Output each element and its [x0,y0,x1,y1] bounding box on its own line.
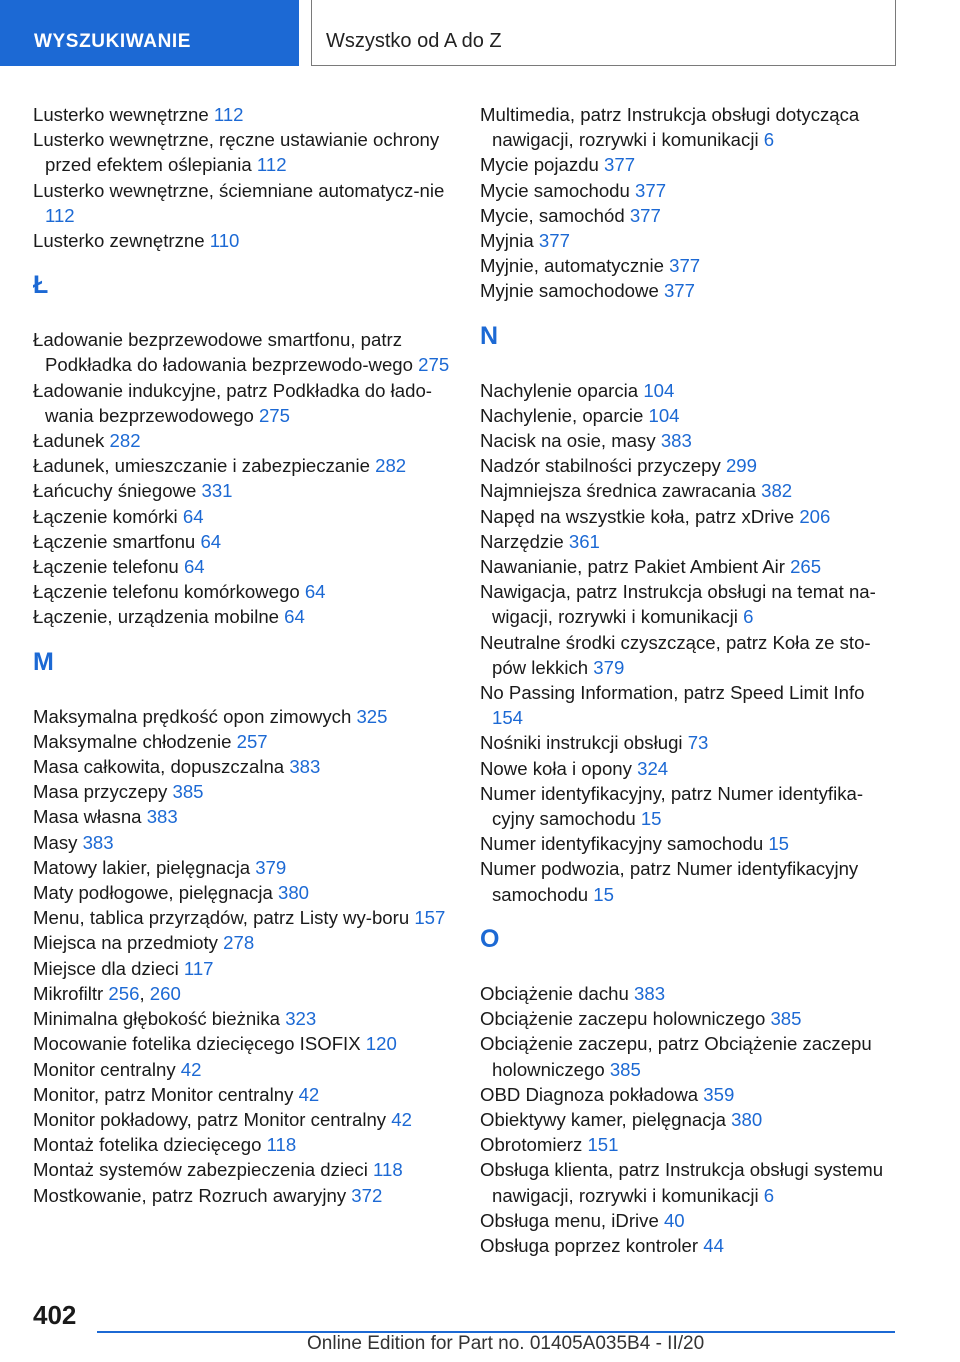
index-entry-text: Mostkowanie, patrz Rozruch awaryjny [33,1184,352,1206]
page-link[interactable]: 260 [149,982,181,1004]
page-link[interactable]: 265 [790,556,822,578]
index-entry-text: OBD Diagnoza pokładowa [480,1083,704,1105]
index-entry [480,1006,900,1031]
index-entry [33,378,453,428]
page-link[interactable]: 282 [375,455,407,477]
index-entry [480,756,900,781]
index-entry-text: Maty podłogowe, pielęgnacja [33,882,278,904]
page-link[interactable]: 15 [768,833,790,855]
index-entry [480,1031,900,1081]
page-link[interactable]: 64 [200,530,222,552]
page-link[interactable]: 256 [108,982,140,1004]
index-letter-heading: O [480,924,500,953]
index-entry [33,754,453,779]
page-link[interactable]: 377 [538,230,570,252]
index-entry [480,730,900,755]
index-entry-text: Numer identyfikacyjny samochodu [480,833,769,855]
index-entry [33,779,453,804]
index-entry [33,1132,453,1157]
index-entry-text: Myjnia [480,230,539,252]
index-entry [480,781,900,831]
index-entry-text: Masa całkowita, dopuszczalna [33,756,290,778]
index-entry [480,529,900,554]
index-entry [480,856,900,906]
page-link[interactable]: 331 [201,480,233,502]
index-entry-text: Lusterko wewnętrzne [33,104,214,125]
page-link[interactable]: 6 [763,1184,775,1206]
index-entry-text: Nadzór stabilności przyczepy [480,455,726,477]
index-entry [480,831,900,856]
index-entry-text: Obciążenie zaczepu, patrz Obciążenie zaczepu holowniczego [480,1033,872,1080]
index-entry-text: Numer identyfikacyjny, patrz Numer identyfika‐cyjny samochodu [480,782,864,830]
index-entry-text: Lusterko wewnętrzne, ściemniane automatycz‐nie [33,179,445,201]
index-entry-text: Monitor pokładowy, patrz Monitor centralny [33,1108,392,1130]
index-entry [33,880,453,905]
index-entry-text: Monitor, patrz Monitor centralny [33,1083,299,1105]
index-entry [480,1208,900,1233]
index-entry [33,504,453,529]
index-entry [33,1107,453,1132]
page-link[interactable]: 299 [725,455,757,477]
index-entry-text: Maksymalna prędkość opon zimowych [33,705,357,727]
page-link[interactable]: 380 [731,1108,763,1130]
index-entry-text: Miejsce dla dzieci [33,957,184,979]
page-link[interactable]: 118 [373,1159,403,1181]
page-link[interactable]: 44 [703,1234,724,1256]
page-link[interactable]: 385 [172,781,204,803]
index-entry-text: Mycie, samochód [480,204,630,226]
index-entry-text: Narzędzie [480,530,569,552]
index-entry-text: Napęd na wszystkie koła, patrz xDrive [480,505,800,527]
index-entry-text: Obciążenie dachu [480,982,635,1004]
tab-search[interactable]: WYSZUKIWANIE [0,0,299,66]
index-entry-text: Obsługa menu, iDrive [480,1209,664,1231]
index-entry-text: Mocowanie fotelika dziecięcego ISOFIX [33,1033,366,1055]
index-entry-text: Mikrofiltr [33,982,109,1004]
index-entry [480,981,900,1006]
index-entry [33,905,453,930]
index-entry-text: Najmniejsza średnica zawracania [480,480,762,502]
index-entry [33,428,453,453]
index-entry-text: Masa przyczepy [33,781,173,803]
index-entry-text: Multimedia, patrz Instrukcja obsługi dotycząca nawigacji, rozrywki i komunikacji [480,104,860,151]
page-link[interactable]: 157 [414,907,446,929]
index-entry-text: Nacisk na osie, masy [480,430,661,452]
index-entry-text: Numer podwozia, patrz Numer identyfikacyjny samochodu [480,858,859,905]
page-link[interactable]: 359 [703,1083,735,1105]
index-entry [480,428,900,453]
page-link[interactable]: 377 [669,255,701,277]
index-entry-text: Łączenie telefonu [33,556,184,578]
page-link[interactable]: 154 [492,707,524,729]
index-entry [33,327,453,377]
index-entry-text: Lusterko wewnętrzne, ręczne ustawianie ochrony przed efektem oślepiania [33,129,440,176]
index-entry [480,378,900,403]
index-letter-heading: Ł [33,271,49,300]
page-link[interactable]: 112 [256,154,287,176]
index-entry [33,1031,453,1056]
page-link[interactable]: 151 [587,1134,619,1156]
index-entry [33,1082,453,1107]
index-entry [480,278,900,303]
index-entry-text: Nawanianie, patrz Pakiet Ambient Air [480,556,791,578]
index-entry [480,152,900,177]
index-entry-text: Montaż systemów zabezpieczenia dzieci [33,1159,374,1181]
index-entry-text: Lusterko zewnętrzne [33,230,210,252]
page-link[interactable]: 275 [258,404,290,426]
page-link[interactable]: 112 [213,104,244,125]
index-entry [33,1057,453,1082]
page-link[interactable]: 64 [183,556,205,578]
index-entry-text: No Passing Information, patrz Speed Limit Info [480,682,865,704]
edition-label: Online Edition for Part no. 01405A035B4 - II/20 [307,1333,705,1354]
index-entry-text: Ładowanie bezprzewodowe smartfonu, patrz Podkładka do ładowania bezprzewodo‐wego [33,329,419,376]
index-entry [33,127,453,177]
index-entry [33,554,453,579]
index-entry [33,830,453,855]
page-link[interactable]: 110 [209,230,240,252]
index-entry [480,554,900,579]
page-link[interactable]: 379 [255,856,287,878]
index-entry [33,855,453,880]
index-entry [480,228,900,253]
index-entry [33,579,453,604]
page-link[interactable]: 15 [640,808,662,830]
header [0,0,960,66]
index-entry-text: Mycie samochodu [480,179,636,201]
index-entry [480,1082,900,1107]
index-entry [480,579,900,629]
page-link[interactable]: 372 [351,1184,383,1206]
index-entry [480,253,900,278]
index-entry-text: Mycie pojazdu [480,154,605,176]
page-link[interactable]: 379 [593,656,625,678]
page-link[interactable]: 383 [289,756,321,778]
page-link[interactable]: 377 [663,280,695,302]
index-entry [480,1157,900,1207]
page-link[interactable]: 383 [146,806,178,828]
index-entry-text: Łączenie telefonu komórkowego [33,581,305,603]
index-entry-text: Matowy lakier, pielęgnacja [33,856,256,878]
page-link[interactable]: 377 [629,204,661,226]
index-entry [480,453,900,478]
index-entry [33,529,453,554]
page-link[interactable]: 120 [365,1033,397,1055]
index-entry-text: Obrotomierz [480,1134,588,1156]
index-entry [33,453,453,478]
index-column-right [480,102,900,1258]
index-entry-text: Łańcuchy śniegowe [33,480,202,502]
index-entry [33,1183,453,1208]
page-link[interactable]: 64 [182,505,204,527]
index-entry-text: Miejsca na przedmioty [33,932,224,954]
index-entry [33,1157,453,1182]
page-link[interactable]: 324 [637,757,669,779]
page-link[interactable]: 282 [109,430,141,452]
index-entry-text: Nowe koła i opony [480,757,638,779]
index-entry [33,804,453,829]
index-letter-heading: N [480,321,499,350]
index-entry [480,178,900,203]
index-entry [480,630,900,680]
page-link[interactable]: 64 [304,581,326,603]
page-link[interactable]: 380 [277,882,310,904]
page-link[interactable]: 278 [223,932,255,954]
index-letter-heading: M [33,647,54,676]
page-link[interactable]: 383 [634,982,666,1004]
page-link[interactable]: 104 [643,379,675,401]
page-number: 402 [33,1300,77,1330]
index-entry [480,1132,900,1157]
index-entry [480,478,900,503]
index-entry [33,228,453,253]
page-link[interactable]: 6 [743,606,754,628]
page-link[interactable]: 275 [418,354,450,376]
page-link[interactable]: 104 [648,404,680,426]
index-entry-text: Maksymalne chłodzenie [33,730,237,752]
page-link[interactable]: 15 [593,883,614,905]
index-entry-text: Ładunek [33,430,110,452]
index-entry-text: Neutralne środki czyszczące, patrz Koła ze sto‐pów lekkich [480,631,871,678]
index-entry [33,178,453,228]
index-entry [480,403,900,428]
index-entry [33,956,453,981]
page-link[interactable]: 361 [568,530,600,552]
page-link[interactable]: 64 [284,606,305,628]
index-entry [33,102,453,127]
index-entry [480,102,900,152]
index-entry [33,1006,453,1031]
page-link[interactable]: 385 [770,1008,802,1030]
index-entry-text: Łączenie smartfonu [33,530,201,552]
page-link[interactable]: 112 [45,204,75,226]
index-entry [480,680,900,730]
page-link[interactable]: 383 [82,831,114,853]
page-link[interactable]: 377 [635,179,667,201]
index-entry-text: Łączenie komórki [33,505,183,527]
page-link[interactable]: 257 [236,730,268,752]
index-entry [33,729,453,754]
page-link[interactable]: 117 [183,957,214,979]
index-entry-text: Obciążenie zaczepu holowniczego [480,1008,771,1030]
index-entry [33,604,453,629]
tab-a-to-z[interactable]: Wszystko od A do Z [311,0,896,66]
index-entry [33,704,453,729]
page-link[interactable]: 377 [604,154,636,176]
index-column-left [33,102,453,1208]
index-entry-text: Łączenie, urządzenia mobilne [33,606,285,628]
page-link[interactable]: 42 [180,1058,202,1080]
index-entry [480,203,900,228]
index-entry [33,930,453,955]
page-link[interactable]: 42 [298,1083,320,1105]
index-entry-text: Ładunek, umieszczanie i zabezpieczanie [33,455,376,477]
index-entry-text: Monitor centralny [33,1058,181,1080]
page-link[interactable]: 40 [663,1209,685,1231]
index-entry-text: Obsługa poprzez kontroler [480,1234,704,1256]
page-link[interactable]: 382 [761,480,793,502]
index-entry-text: Nawigacja, patrz Instrukcja obsługi na temat na‐wigacji, rozrywki i komunikacji [480,581,876,628]
index-entry-text: Nachylenie, oparcie [480,404,649,426]
index-entry-text: Minimalna głębokość bieżnika [33,1008,286,1030]
page-link[interactable]: 206 [799,505,831,527]
page-link[interactable]: 118 [266,1134,297,1156]
page-link[interactable]: 385 [609,1058,641,1080]
index-entry [33,478,453,503]
page-link[interactable]: 73 [687,732,709,754]
index-entry-text: Nośniki instrukcji obsługi [480,732,688,754]
page-link[interactable]: 42 [391,1108,412,1130]
page-link[interactable]: 6 [763,129,775,151]
index-entry-text: Ładowanie indukcyjne, patrz Podkładka do łado‐wania bezprzewodowego [33,379,432,426]
index-entry: Mikrofiltr 256, 260 [33,982,181,1004]
page-link[interactable]: 323 [285,1008,317,1030]
index-entry-text: Masy [33,831,83,853]
index-entry [480,1107,900,1132]
page-link[interactable]: 383 [660,430,692,452]
index-entry-text: Myjnie, automatycznie [480,255,670,277]
index-entry-text: Menu, tablica przyrządów, patrz Listy wy‐boru [33,907,415,929]
index-entry [480,504,900,529]
index-entry-text: Obiektywy kamer, pielęgnacja [480,1108,732,1130]
index-entry-text: Obsługa klienta, patrz Instrukcja obsługi systemu nawigacji, rozrywki i komunikacji [480,1159,884,1206]
index-entry-text: Myjnie samochodowe [480,280,664,302]
index-entry [480,1233,900,1258]
index-entry-text: Montaż fotelika dziecięcego [33,1134,267,1156]
index-entry-text: Masa własna [33,806,147,828]
index-entry-text: Nachylenie oparcia [480,379,644,401]
page-link[interactable]: 325 [356,705,388,727]
